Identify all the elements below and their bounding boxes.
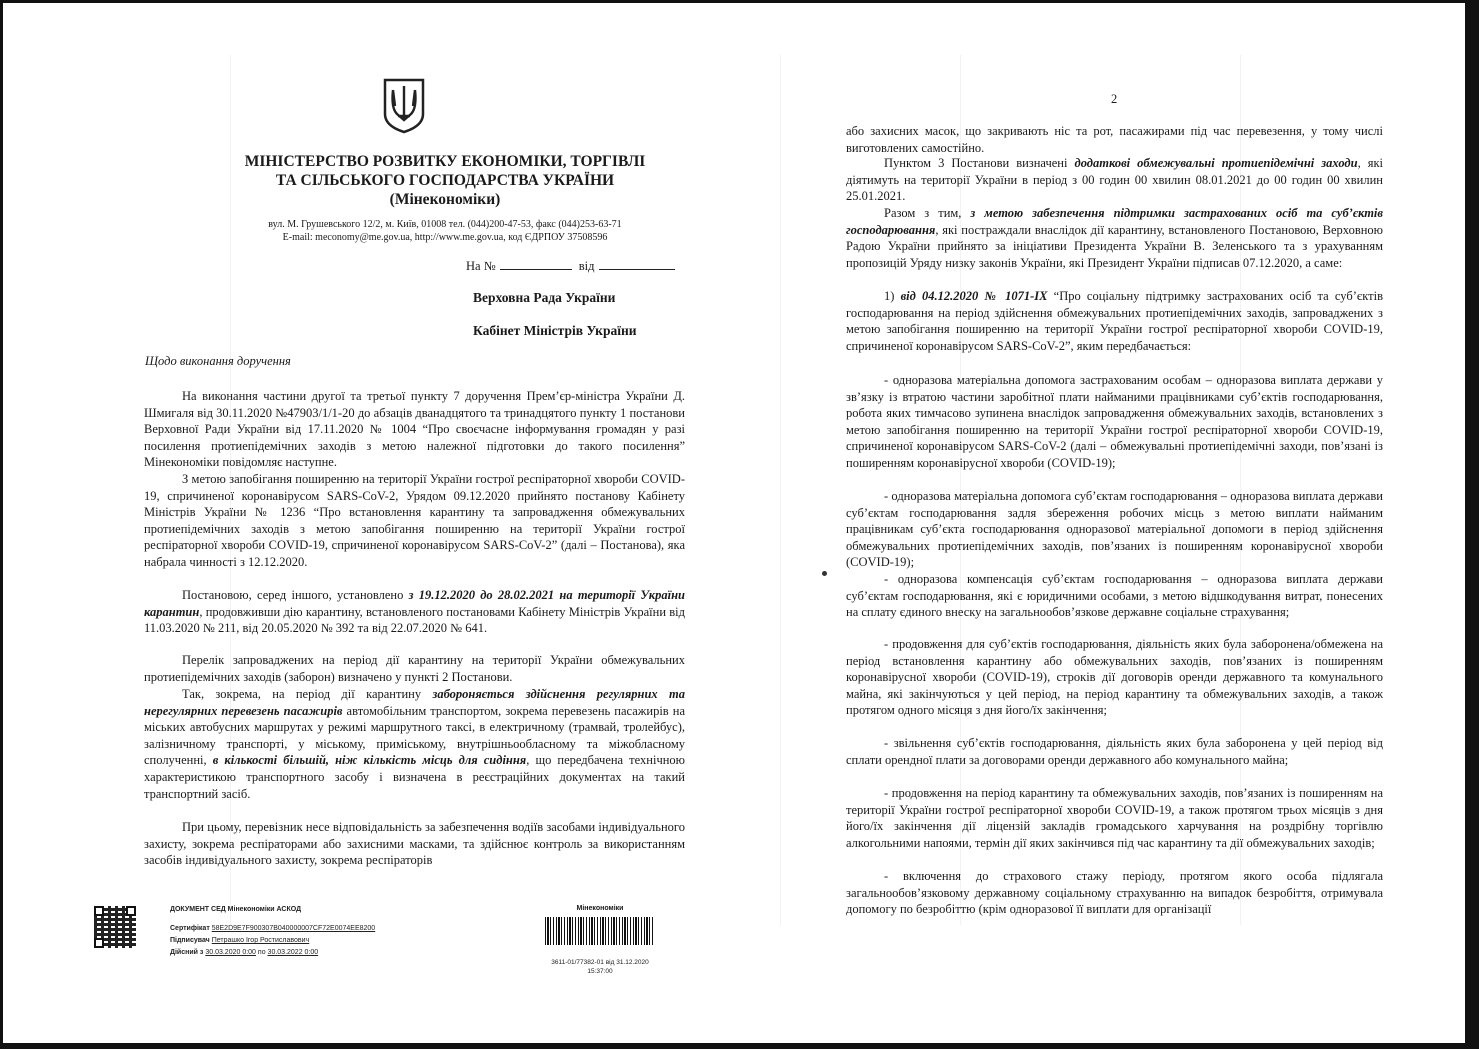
- reference-line: [466, 259, 679, 273]
- signature-validity: Дійсний з 30.03.2020 0:00 по 30.03.2022 0:00: [170, 949, 319, 956]
- body-paragraph: Разом з тим, з метою забезпечення підтримки застрахованих осіб та суб’єктів господарювання, які постраждали внаслідок дії карантину, встановленого Постановою, Верховною Радою України прийнято за ініціативи Президента України В. Зеленського та з урахуванням пропозицій Уряду низку законів України, які Президент України підписав 07.12.2020, а саме:: [846, 206, 1383, 270]
- body-paragraph: або захисних масок, що закривають ніс та рот, пасажирами під час перевезення, у тому числі виготовлених самостійно.: [846, 124, 1383, 155]
- law-item: 1) від 04.12.2020 № 1071-IX “Про соціальну підтримку застрахованих осіб та суб’єктів господарювання на період здійснення обмежувальних протиепідемічних заходів, запроваджених з метою запобігання поширенню на території України гострої респіраторної хвороби COVID-19, спричиненої коронавірусом SARS-CoV-2”, яким передбачається:: [846, 289, 1383, 353]
- ministry-name-line2: ТА СІЛЬСЬКОГО ГОСПОДАРСТВА УКРАЇНИ: [275, 172, 615, 189]
- bleed-through-line: [780, 55, 781, 925]
- list-item: - одноразова матеріальна допомога застрахованим особам – одноразова виплата держави у зв’язку із втратою частини заробітної плати найманими працівниками суб’єктів господарювання, робота яких тимчасово зупинена внаслідок запровадження обмежувальних заходів, встановлених з метою запобігання поширенню на території України гострої респіраторної хвороби COVID-19, спричиненої коронавірусом SARS-CoV-2 (далі – обмежувальні протиепідемічні заходи, пов’язані із поширенням коронавірусної хвороби (COVID-19);: [846, 373, 1383, 470]
- body-paragraph: Пунктом 3 Постанови визначені додаткові обмежувальні протиепідемічні заходи, які діятимуть на території України в період з 00 годин 00 хвилин 08.01.2021 до 00 годин 00 хвилин 25.01.2021.: [846, 156, 1383, 204]
- body-paragraph: Перелік запроваджених на період дії карантину на території України обмежувальних протиепідемічних заходів (заборон) визначено у пункті 2 Постанови.: [144, 653, 685, 684]
- body-paragraph: На виконання частини другої та третьої пункту 7 доручення Прем’єр-міністра України Д. Шмигаля від 30.11.2020 №47903/1/1-20 до абзаців дванадцятого та тринадцятого пункту 1 постанови Верховної Ради України від 17.11.2020 № 1004 “Про своєчасне інформування громадян у разі посилення протиепідемічних заходів з метою належної підготовки до такого посилення” Мінекономіки повідомляє наступне.: [144, 389, 685, 470]
- list-item: - включення до страхового стажу періоду, протягом якого особа підлягала загальнообов’язковому державному соціальному страхуванню на випадок безробіття, отримувала допомогу по безробіттю (крім одноразової її виплати для організації: [846, 869, 1383, 917]
- list-item: - продовження на період карантину та обмежувальних заходів, пов’язаних із поширенням на території України гострої респіраторної хвороби COVID-19, а також протягом трьох місяців з дня його/їх закінчення дії ліцензій закладів громадського харчування на роздрібну торгівлю алкогольними напоями, термін дії яких закінчився під час карантину та дії обмежувальних заходів;: [846, 786, 1383, 850]
- body-paragraph: При цьому, перевізник несе відповідальність за забезпечення водіїв засобами індивідуального захисту, зокрема респіраторами або захисними масками, та здійснює контроль за використанням засобів індивідуального захисту, зокрема респіраторів: [144, 820, 685, 868]
- qr-code-icon: [94, 906, 136, 948]
- registration-time: 15:37:00: [587, 968, 613, 975]
- body-paragraph: Так, зокрема, на період дії карантину забороняється здійснення регулярних та нерегулярних перевезень пасажирів автомобільним транспортом, зокрема перевезень пасажирів на міських автобусних маршрутах у режимі маршрутного таксі, в електричному (трамвай, тролейбус), залізничному транспорті, у міському, приміському, внутрішньообласному та міжобласному сполученні, в кількості більшій, ніж кількість місць для сидіння, що передбачена технічною характеристикою транспортного засобу і визначена в реєстраційних документах на такий транспортний засіб.: [144, 687, 685, 801]
- ministry-address: вул. М. Грушевського 12/2, м. Київ, 01008 тел. (044)200-47-53, факс (044)253-63-71: [268, 219, 622, 230]
- barcode-icon: [545, 917, 655, 945]
- ref-date-label: від: [578, 259, 595, 273]
- page-number: 2: [1111, 92, 1118, 106]
- letter-subject: Щодо виконання доручення: [145, 354, 291, 368]
- signature-signer: Підписувач Петрашко Ігор Ростиславович: [170, 937, 310, 944]
- ministry-email: E-mail: meconomy@me.gov.ua, http://www.me.gov.ua, код ЄДРПОУ 37508596: [282, 232, 608, 243]
- recipient-rada: Верховна Рада України: [473, 290, 616, 305]
- barcode-label: Мінекономіки: [576, 905, 624, 912]
- list-item: - продовження для суб’єктів господарювання, діяльність яких була заборонена/обмежена на період встановлення карантину або обмежувальних заходів, пов’язаних із поширенням коронавірусної хвороби (COVID-19), строків дії договорів оренди державного та комунального майна, які закінчуються у цей період, на період карантину та обмежувальних заходів, а також протягом одного місяця з дня його/їх закінчення;: [846, 637, 1383, 718]
- ref-number-blank: [500, 259, 572, 270]
- registration-number: 3611-01/77382-01 від 31.12.2020: [551, 959, 649, 966]
- body-paragraph: З метою запобігання поширенню на території України гострої респіраторної хвороби COVID-19, спричиненої коронавірусом SARS-CoV-2, Урядом 09.12.2020 прийнято постанову Кабінету Міністрів України № 1236 “Про встановлення карантину та запровадження обмежувальних протиепідемічних заходів з метою запобігання поширенню на території України гострої респіраторної хвороби COVID-19, спричиненої коронавірусом SARS-CoV-2” (далі – Постанова), яка набрала чинності з 12.12.2020.: [144, 472, 685, 569]
- sed-doc-title: ДОКУМЕНТ СЕД Мінекономіки АСКОД: [170, 906, 302, 913]
- trident-emblem-icon: [381, 78, 427, 134]
- ref-date-blank: [599, 259, 675, 270]
- ministry-name-line1: МІНІСТЕРСТВО РОЗВИТКУ ЕКОНОМІКИ, ТОРГІВЛІ: [244, 153, 646, 170]
- ref-number-label: На №: [466, 259, 496, 273]
- signature-certificate: Сертифікат 58E2D9E7F900307B040000007CF72E0074EE8200: [170, 925, 376, 932]
- body-paragraph: Постановою, серед іншого, установлено з 19.12.2020 до 28.02.2021 на території України карантин, продовживши дію карантину, встановленого постановами Кабінету Міністрів України від 11.03.2020 № 211, від 20.05.2020 № 392 та від 22.07.2020 № 641.: [144, 588, 685, 636]
- list-item: - звільнення суб’єктів господарювання, діяльність яких була заборонена у цей період від сплати орендної плати за договорами оренди державного або комунального майна;: [846, 736, 1383, 767]
- recipient-cabinet: Кабінет Міністрів України: [473, 323, 637, 338]
- scan-speck: [822, 571, 827, 576]
- ministry-short-name: (Мінекономіки): [389, 191, 501, 208]
- list-item: - одноразова матеріальна допомога суб’єктам господарювання – одноразова виплата держави суб’єктам господарювання задля збереження робочих місць з метою виплати найманим працівникам суб’єкта господарювання одноразової матеріальної допомоги в період здійснення обмежувальних протиепідемічних заходів, пов’язаних із поширенням коронавірусної хвороби (COVID-19);: [846, 489, 1383, 570]
- list-item: - одноразова компенсація суб’єктам господарювання – одноразова виплата держави суб’єктам господарювання, які є юридичними особами, з метою відшкодування витрат, понесених на сплату єдиного внеску на загальнообов’язкове державне соціальне страхування;: [846, 572, 1383, 620]
